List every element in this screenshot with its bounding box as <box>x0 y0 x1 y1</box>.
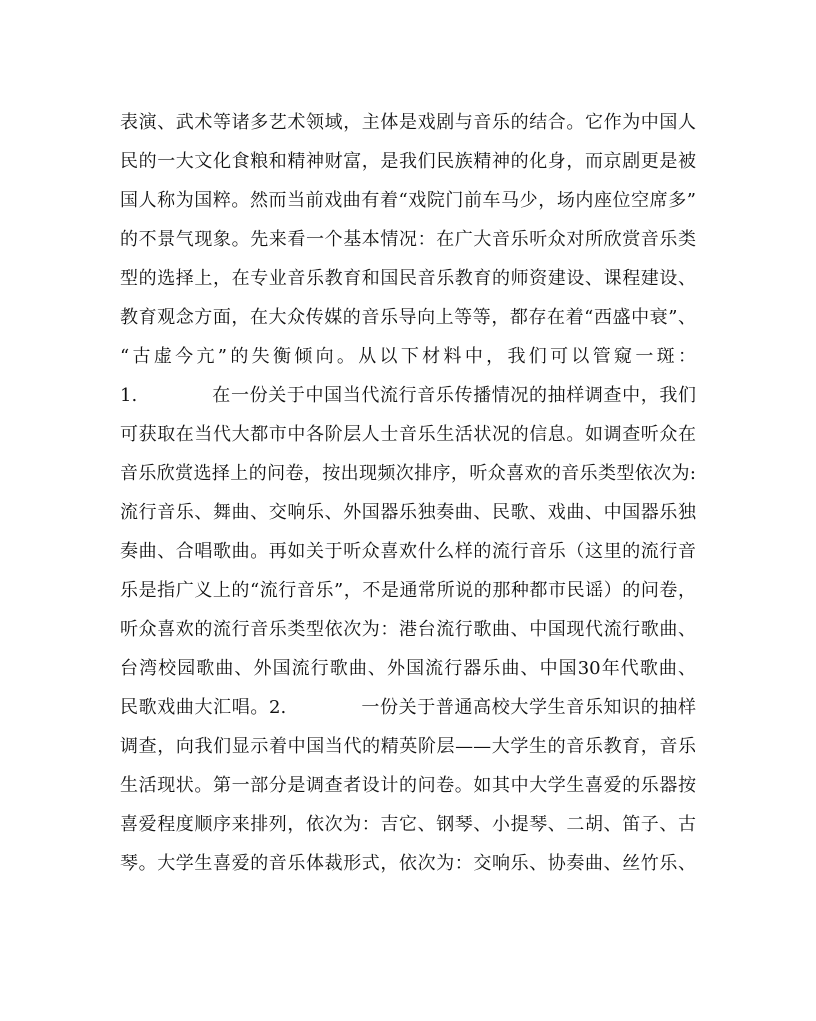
text-line: 音乐欣赏选择上的问卷，按出现频次排序，听众喜欢的音乐类型依次为: <box>120 463 696 484</box>
text-line: 调查，向我们显示着中国当代的精英阶层——大学生的音乐教育，音乐 <box>120 736 696 757</box>
text-line: 表演、武术等诸多艺术领域，主体是戏剧与音乐的结合。它作为中国人 <box>120 112 696 133</box>
text-line: 琴。大学生喜爱的音乐体裁形式，依次为：交响乐、协奏曲、丝竹乐、 <box>120 853 696 874</box>
text-line: 国人称为国粹。然而当前戏曲有着“戏院门前车马少，场内座位空席多” <box>120 190 696 211</box>
text-line: 流行音乐、舞曲、交响乐、外国器乐独奏曲、民歌、戏曲、中国器乐独 <box>120 502 696 523</box>
text-line: 可获取在当代大都市中各阶层人士音乐生活状况的信息。如调查听众在 <box>120 424 696 445</box>
text-line: 民的一大文化食粮和精神财富，是我们民族精神的化身，而京剧更是被 <box>120 151 696 172</box>
text-line: 台湾校园歌曲、外国流行歌曲、外国流行器乐曲、中国30年代歌曲、 <box>120 658 696 679</box>
text-line: 听众喜欢的流行音乐类型依次为：港台流行歌曲、中国现代流行歌曲、 <box>120 619 696 640</box>
text-line: 的不景气现象。先来看一个基本情况：在广大音乐听众对所欣赏音乐类 <box>120 229 696 250</box>
text-line: 生活现状。第一部分是调查者设计的问卷。如其中大学生喜爱的乐器按 <box>120 775 696 796</box>
text-line: 喜爱程度顺序来排列，依次为：吉它、钢琴、小提琴、二胡、笛子、古 <box>120 814 696 835</box>
text-line: “古虚今亢”的失衡倾向。从以下材料中，我们可以管窥一斑： <box>120 346 696 367</box>
text-line: 1. 在一份关于中国当代流行音乐传播情况的抽样调查中，我们 <box>120 385 696 406</box>
text-line: 教育观念方面，在大众传媒的音乐导向上等等，都存在着“西盛中衰”、 <box>120 307 696 328</box>
text-line: 乐是指广义上的“流行音乐”，不是通常所说的那种都市民谣）的问卷， <box>120 580 696 601</box>
text-line: 民歌戏曲大汇唱。2. 一份关于普通高校大学生音乐知识的抽样 <box>120 697 696 718</box>
text-line: 型的选择上，在专业音乐教育和国民音乐教育的师资建设、课程建设、 <box>120 268 696 289</box>
text-line: 奏曲、合唱歌曲。再如关于听众喜欢什么样的流行音乐（这里的流行音 <box>120 541 696 562</box>
